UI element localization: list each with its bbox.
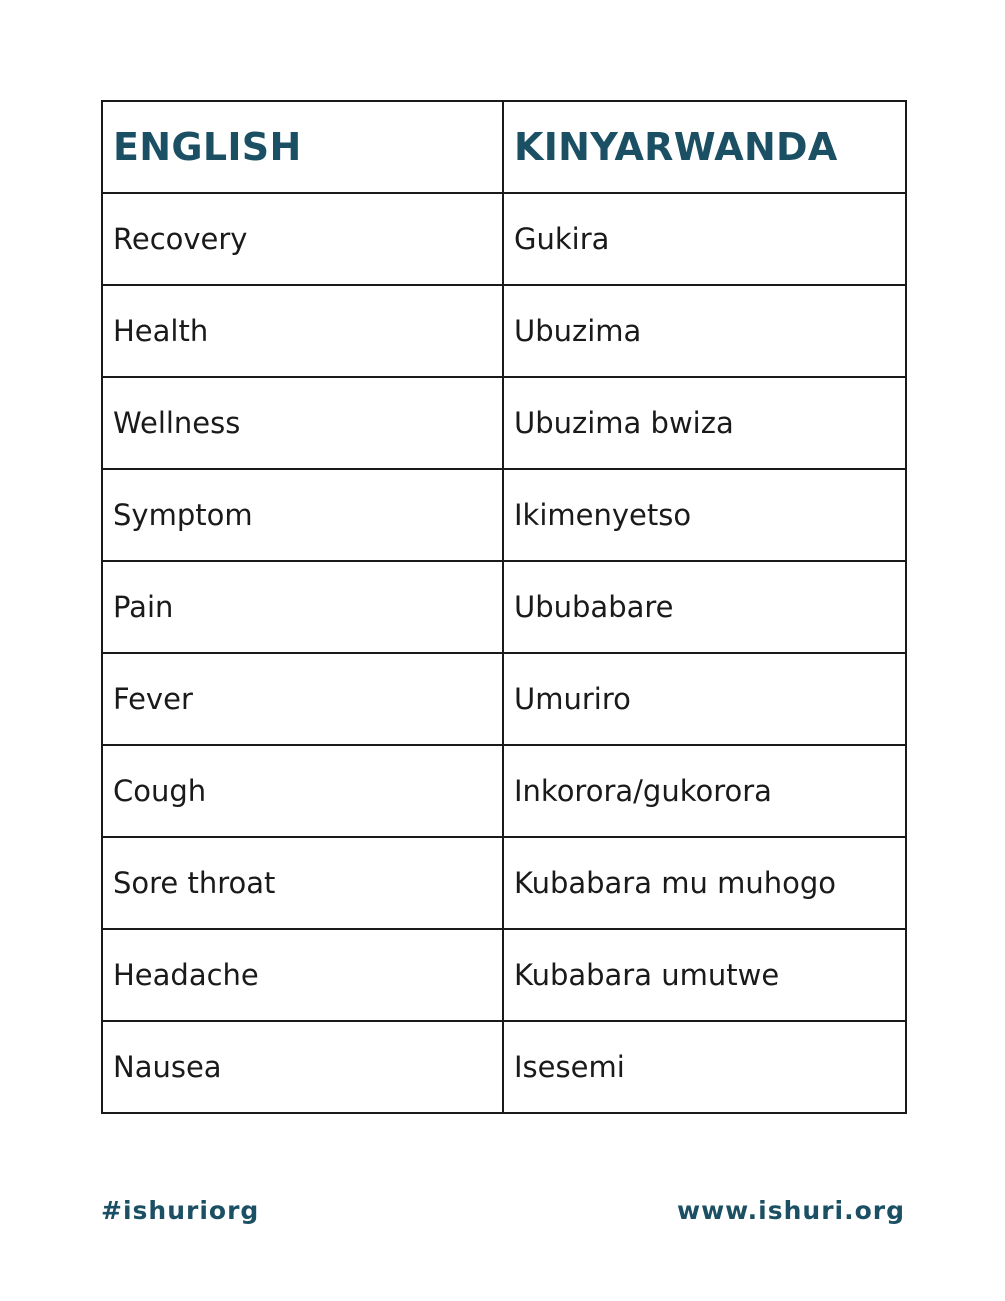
english-cell: Health [102, 285, 503, 377]
kinyarwanda-cell: Kubabara mu muhogo [503, 837, 906, 929]
kinyarwanda-cell: Ubuzima [503, 285, 906, 377]
kinyarwanda-cell: Ikimenyetso [503, 469, 906, 561]
footer-hashtag: #ishuriorg [101, 1196, 260, 1225]
english-cell: Fever [102, 653, 503, 745]
column-header-english: ENGLISH [102, 101, 503, 193]
kinyarwanda-cell: Kubabara umutwe [503, 929, 906, 1021]
english-cell: Symptom [102, 469, 503, 561]
table-row [102, 469, 906, 561]
table-row [102, 1021, 906, 1113]
english-cell: Wellness [102, 377, 503, 469]
footer-website: www.ishuri.org [676, 1196, 905, 1225]
kinyarwanda-cell: Ubuzima bwiza [503, 377, 906, 469]
table-row [102, 377, 906, 469]
kinyarwanda-cell: Umuriro [503, 653, 906, 745]
english-cell: Headache [102, 929, 503, 1021]
vocabulary-table [101, 100, 907, 1114]
english-cell: Pain [102, 561, 503, 653]
table-row [102, 837, 906, 929]
english-cell: Recovery [102, 193, 503, 285]
table-row [102, 561, 906, 653]
kinyarwanda-cell: Ububabare [503, 561, 906, 653]
kinyarwanda-cell: Isesemi [503, 1021, 906, 1113]
kinyarwanda-cell: Gukira [503, 193, 906, 285]
kinyarwanda-cell: Inkorora/gukorora [503, 745, 906, 837]
table-row [102, 745, 906, 837]
english-cell: Sore throat [102, 837, 503, 929]
table-row [102, 653, 906, 745]
table-row [102, 285, 906, 377]
english-cell: Cough [102, 745, 503, 837]
table-row [102, 193, 906, 285]
table-header-row [102, 101, 906, 193]
english-cell: Nausea [102, 1021, 503, 1113]
column-header-kinyarwanda: KINYARWANDA [503, 101, 906, 193]
table-row [102, 929, 906, 1021]
